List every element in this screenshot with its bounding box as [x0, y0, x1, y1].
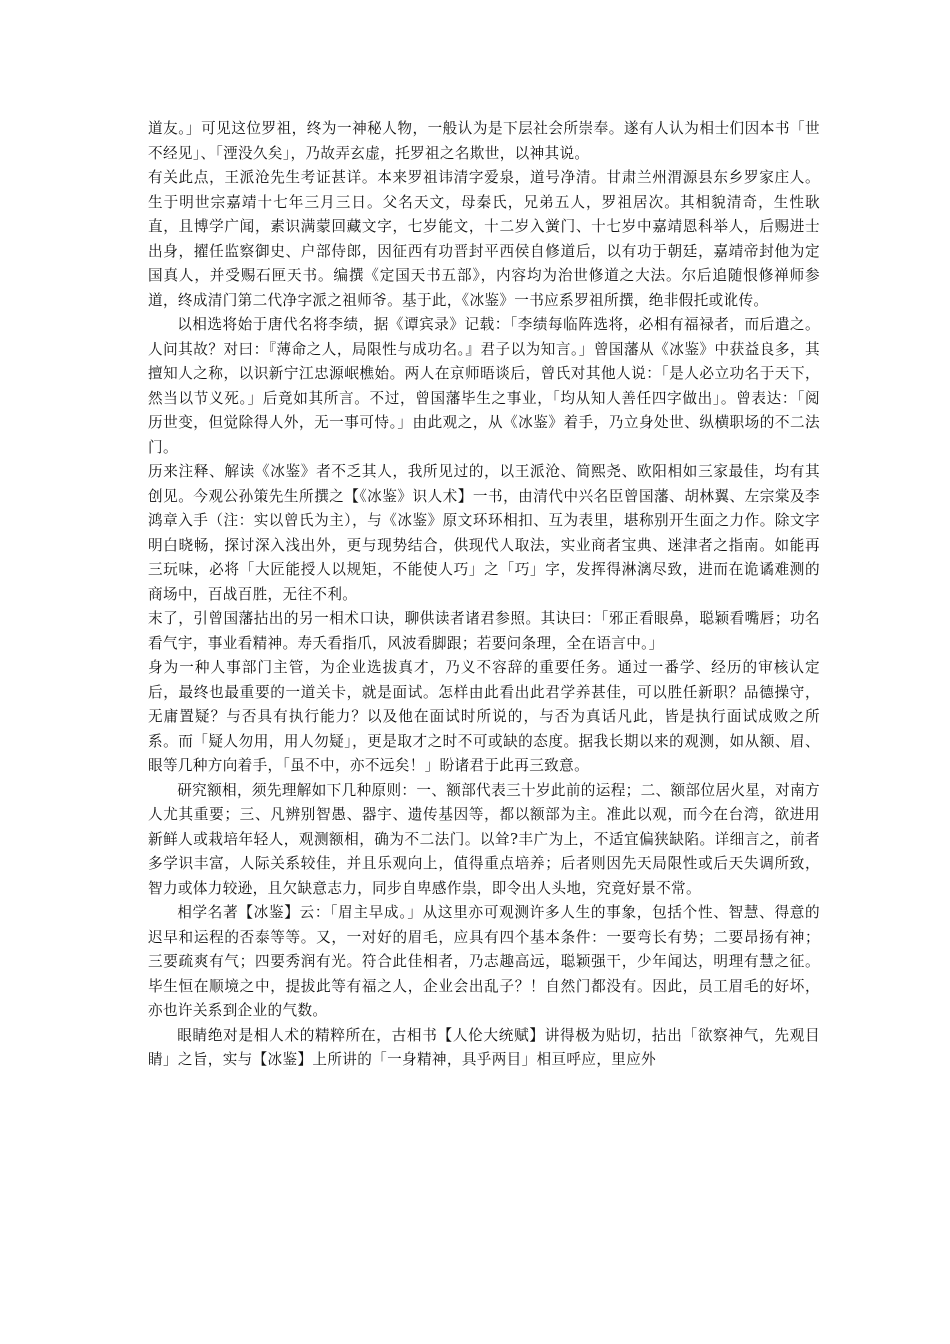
paragraph-7: 研究额相，须先理解如下几种原则：一、额部代表三十岁此前的运程；二、额部位居火星，对南方人尤其重要；三、凡辨别智愚、器宇、遗传基因等，都以额部为主。准此以观，而今在台湾，欲进用新鲜人或栽培年轻人，观测额相，确为不二法门。以耸?丰广为上，不适宜偏狭缺陷。详细言之，前者多学识丰富，人际关系较佳，并且乐观向上，值得重点培养；后者则因先天局限性或后天失调所致，智力或体力较逊，且欠缺意志力，同步自卑感作祟，即令出人头地，究竟好景不常。	[148, 781, 820, 897]
paragraph-1: 道友。」可见这位罗祖，终为一神秘人物，一般认为是下层社会所崇奉。遂有人认为相士们因本书「世不经见」、「湮没久矣」，乃故弄玄虚，托罗祖之名欺世，以神其说。	[148, 120, 820, 162]
document-page	[148, 117, 820, 1073]
paragraph-9: 眼睛绝对是相人术的精粹所在，古相书【人伦大统赋】讲得极为贴切，拈出「欲察神气，先观目睛」之旨，实与【冰鉴】上所讲的「一身精神，具乎两目」相亘呼应，里应外	[148, 1026, 820, 1068]
paragraph-5: 末了，引曾国藩拈出的另一相术口诀，聊供读者诸君参照。其诀曰：「邪正看眼鼻，聪颖看嘴唇；功名看气宇，事业看精神。寿夭看指爪，风波看脚跟；若要问条理，全在语言中。」	[148, 610, 820, 652]
paragraph-3: 以相选将始于唐代名将李绩，据《谭宾录》记载：「李绩每临阵选将，必相有福禄者，而后遣之。人问其故？对曰：『薄命之人，局限性与成功名。』君子以为知言。」曾国藩从《冰鉴》中获益良多，其擅知人之称，以识新宁江忠源岷樵始。两人在京师晤谈后，曾氏对其他人说：「是人必立功名于天下，然当以节义死。」后竟如其所言。不过，曾国藩毕生之事业，「均从知人善任四字做出」。曾表达：「阅历世变，但觉除得人外，无一事可恃。」由此观之，从《冰鉴》着手，乃立身处世、纵横职场的不二法门。	[148, 316, 820, 456]
paragraph-8: 相学名著【冰鉴】云：「眉主早成。」从这里亦可观测许多人生的事象，包括个性、智慧、得意的迟早和运程的否泰等等。又，一对好的眉毛，应具有四个基本条件：一要弯长有势；二要昂扬有神；三要疏爽有气；四要秀润有光。符合此佳相者，乃志趣高远，聪颖强干，少年闻达，明理有慧之征。毕生恒在顺境之中，提拔此等有福之人，企业会出乱子？！自然门都没有。因此，员工眉毛的好坏，亦也许关系到企业的气数。	[148, 904, 820, 1019]
paragraph-2: 有关此点，王派沧先生考证甚详。本来罗祖讳清字爱泉，道号净清。甘肃兰州渭源县东乡罗家庄人。生于明世宗嘉靖十七年三月三日。父名天文，母秦氏，兄弟五人，罗祖居次。其相貌清奇，生性耿直，且博学广闻，素识满蒙回藏文字，七岁能文，十二岁入黉门、十七岁中嘉靖恩科举人，后赐进士出身，擢任监察御史、户部侍郎，因征西有功晋封平西侯自修道后，以有功于朝廷，嘉靖帝封他为定国真人，并受赐石匣天书。编撰《定国天书五部》，内容均为治世修道之大法。尔后追随恨修禅师参道，终成清门第二代净字派之祖师爷。基于此，《冰鉴》一书应系罗祖所撰，绝非假托或讹传。	[148, 169, 820, 309]
paragraph-4: 历来注释、解读《冰鉴》者不乏其人，我所见过的，以王派沧、简熙尧、欧阳相如三家最佳，均有其创见。今观公孙策先生所撰之【《冰鉴》识人术】一书，由清代中兴名臣曾国藩、胡林翼、左宗棠及李鸿章入手（注：实以曾氏为主），与《冰鉴》原文环环相扣、互为表里，堪称别开生面之力作。除文字明白晓畅，探讨深入浅出外，更与现势结合，供现代人取法，实业商者宝典、迷津者之指南。如能再三玩味，必将「大匠能授人以规矩，不能使人巧」之「巧」字，发挥得淋漓尽致，进而在诡谲难测的商场中，百战百胜，无往不利。	[148, 463, 820, 603]
paragraph-6: 身为一种人事部门主管，为企业选拔真才，乃义不容辞的重要任务。通过一番学、经历的审核认定后，最终也最重要的一道关卡，就是面试。怎样由此看出此君学养甚佳，可以胜任新职？品德操守，无庸置疑？与否具有执行能力？以及他在面试时所说的，与否为真话凡此，皆是执行面试成败之所系。而「疑人勿用，用人勿疑」，更是取才之时不可或缺的态度。据我长期以来的观测，如从额、眉、眼等几种方向着手，「虽不中，亦不远矣！」盼诸君于此再三致意。	[148, 659, 820, 774]
